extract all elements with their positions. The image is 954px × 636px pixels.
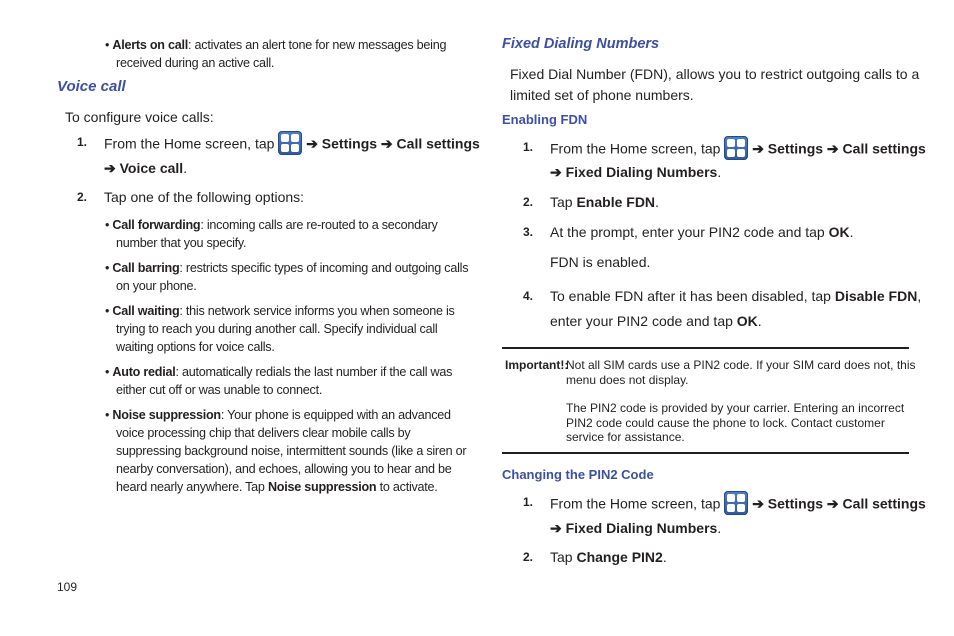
bullet-noise-suppression: • Noise suppression: Your phone is equipped with an advanced [105,408,451,422]
important-label: Important!: [505,358,569,372]
step-number: 2. [77,190,88,204]
bullet-line: either cut off or was unable to connect. [116,383,323,397]
bullet-line: number that you specify. [116,236,247,250]
divider-top [502,347,909,349]
important-text: menu does not display. [566,372,689,387]
applications-grid-icon [724,491,748,515]
important-text: service for assistance. [566,430,685,444]
applications-grid-icon [278,131,302,155]
step-voice-1: From the Home screen, tap ➔ Settings ➔ Call settings [104,133,480,157]
applications-grid-icon [724,136,748,160]
subheading-enabling-fdn: Enabling FDN [502,112,588,127]
step-number: 3. [523,225,534,239]
step-change-2: Tap Change PIN2. [550,549,667,565]
divider-bottom [502,452,909,454]
subheading-changing-pin2: Changing the PIN2 Code [502,467,654,482]
bullet-line: on your phone. [116,279,197,293]
bullet-call-barring: • Call barring: restricts specific types of incoming and outgoing calls [105,261,469,275]
bullet-line: nearby conversation), and echoes, allowing you to hear and be [116,462,452,476]
step-change-1: From the Home screen, tap ➔ Settings ➔ Call settings [550,493,926,517]
step-number: 1. [77,135,88,149]
bullet-line: waiting options for voice calls. [116,340,275,354]
step-enable-4: To enable FDN after it has been disabled, tap Disable FDN, [550,288,922,304]
bullet-line: voice processing chip that delivers clear mobile calls by [116,426,411,440]
step-enable-3-result: FDN is enabled. [550,254,651,270]
bullet-call-forwarding: • Call forwarding: incoming calls are re-routed to a secondary [105,218,438,232]
step-change-1-line2: ➔ Fixed Dialing Numbers. [550,520,722,536]
bullet-line: heard nearly anywhere. Tap Noise suppression to activate. [116,480,438,494]
voice-call-intro: To configure voice calls: [65,109,214,125]
bullet-line: trying to reach you during another call. Specify individual call [116,322,438,336]
important-text: The PIN2 code is provided by your carrier. Entering an incorrect [566,401,905,415]
step-enable-2: Tap Enable FDN. [550,194,659,210]
step-number: 1. [523,140,534,154]
step-number: 2. [523,195,534,209]
step-enable-3: At the prompt, enter your PIN2 code and tap OK. [550,224,854,240]
important-text: PIN2 code could cause the phone to lock. Contact customer [566,415,885,430]
step-voice-2: Tap one of the following options: [104,189,305,205]
fdn-intro-line1: Fixed Dial Number (FDN), allows you to restrict outgoing calls to a [510,66,920,82]
bullet-auto-redial: • Auto redial: automatically redials the last number if the call was [105,365,453,379]
bullet-call-waiting: • Call waiting: this network service informs you when someone is [105,304,455,318]
step-enable-4-line2: enter your PIN2 code and tap OK. [550,313,762,329]
page-number: 109 [57,580,78,594]
bullet-line: suppressing background noise, intermittent sounds (like a siren or [116,444,467,458]
bullet-alerts-line2: received during an active call. [116,56,275,70]
step-number: 2. [523,550,534,564]
step-number: 4. [523,289,534,303]
step-enable-1: From the Home screen, tap ➔ Settings ➔ Call settings [550,138,926,162]
bullet-alerts-on-call: • Alerts on call: activates an alert tone for new messages being [105,38,447,52]
section-heading-voice-call: Voice call [57,78,126,95]
fdn-intro-line2: limited set of phone numbers. [510,87,694,103]
section-heading-fdn: Fixed Dialing Numbers [502,36,660,52]
step-enable-1-line2: ➔ Fixed Dialing Numbers. [550,164,722,180]
important-text: Not all SIM cards use a PIN2 code. If your SIM card does not, this [566,358,916,372]
step-number: 1. [523,495,534,509]
step-voice-1-line2: ➔ Voice call. [104,160,188,176]
